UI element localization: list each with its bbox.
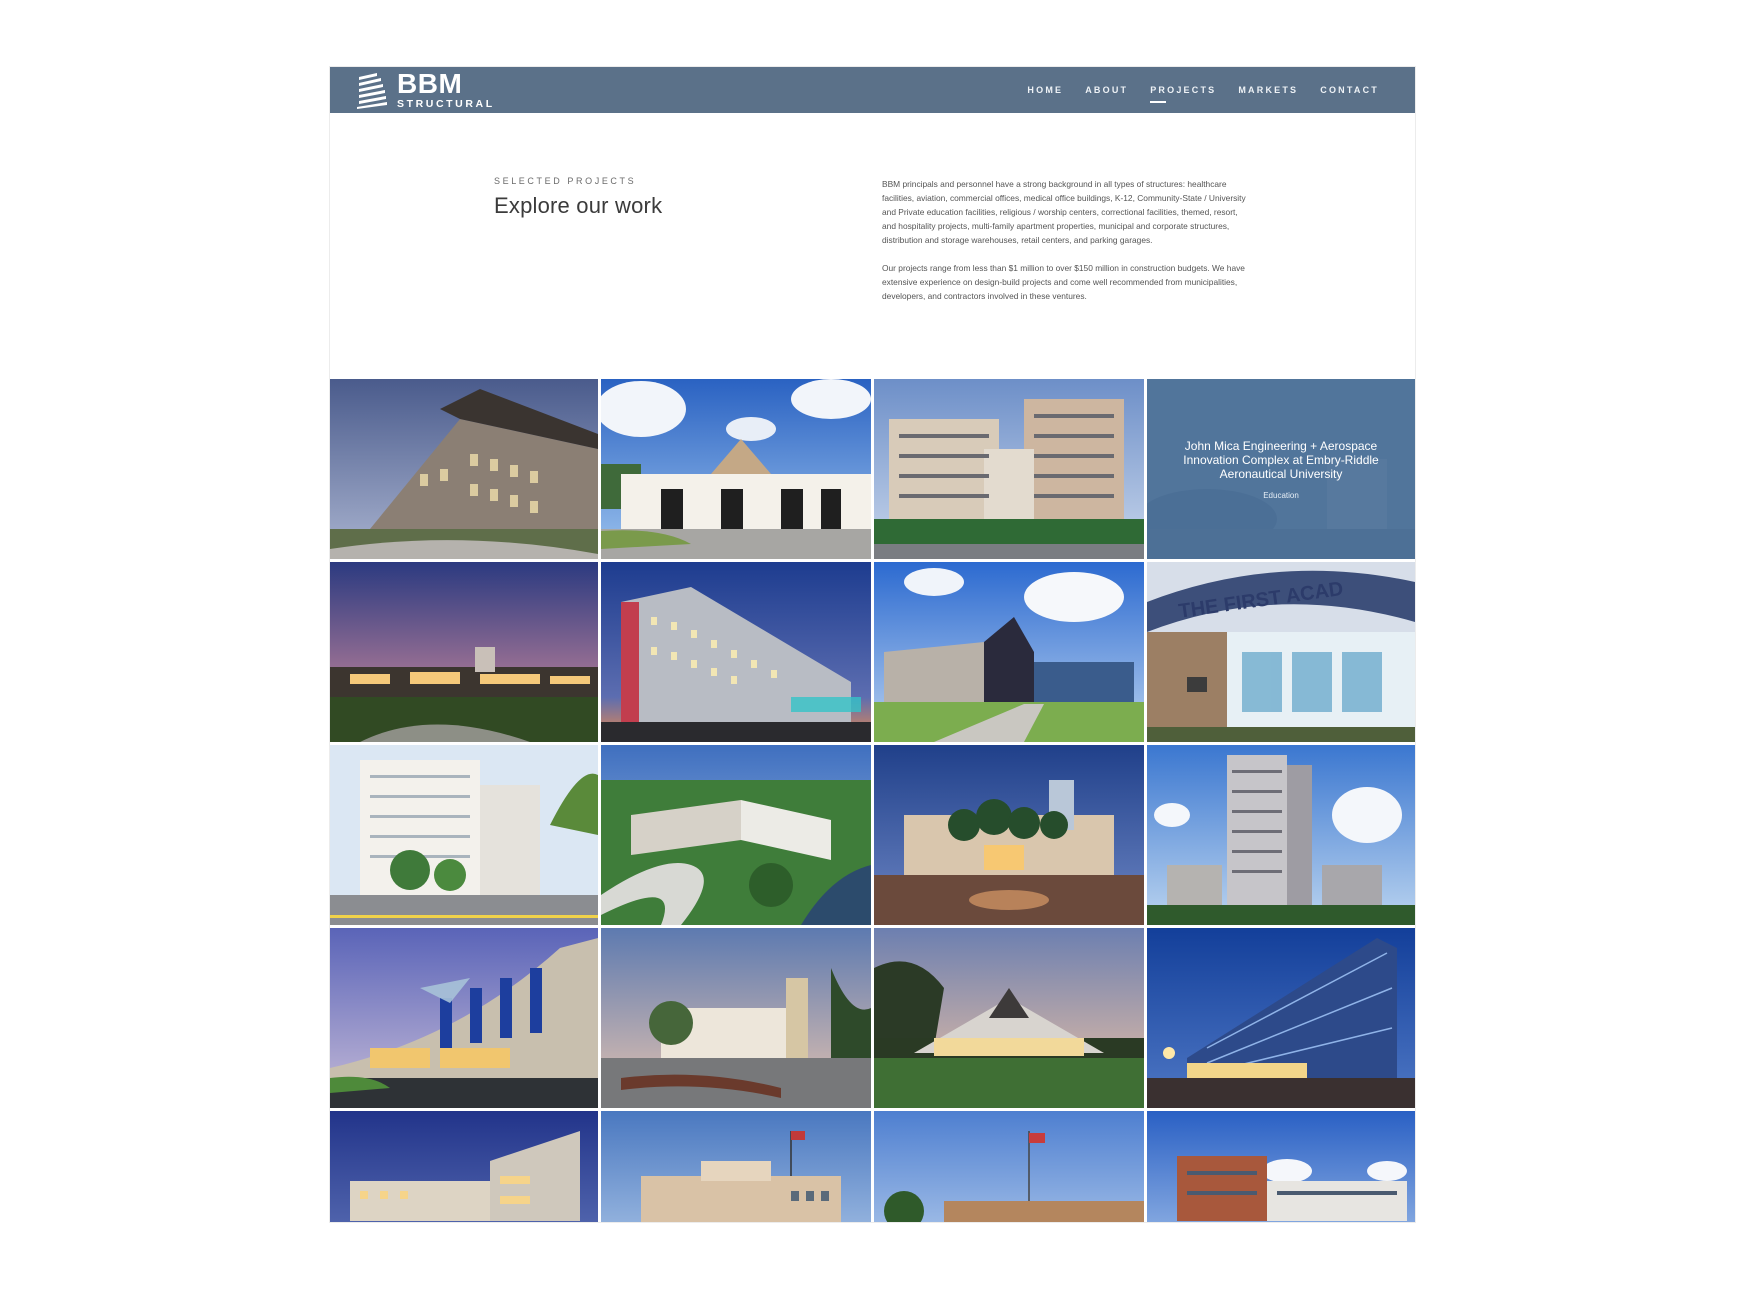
logo-link[interactable] [355,68,495,111]
brand-subtitle: STRUCTURAL [397,98,495,111]
page [330,67,1415,1222]
project-photo [601,745,871,925]
project-photo [330,1111,598,1222]
nav-contact[interactable]: CONTACT [1320,85,1379,95]
page-title: Explore our work [494,193,663,218]
project-tile[interactable] [330,745,598,925]
project-tile[interactable] [1147,1111,1415,1222]
main-nav [1027,67,1379,113]
project-photo [1147,745,1415,925]
project-category: Education [1263,490,1299,500]
project-photo [330,928,598,1108]
project-tile[interactable] [874,562,1144,742]
project-tile[interactable] [601,1111,871,1222]
project-photo [601,1111,871,1222]
project-photo [1147,1111,1415,1222]
project-photo [874,745,1144,925]
project-photo [874,562,1144,742]
project-tile[interactable] [601,562,871,742]
project-hover-overlay[interactable] [1147,379,1415,559]
project-tile[interactable] [330,1111,598,1222]
project-photo [874,379,1144,559]
project-photo [330,379,598,559]
project-tile[interactable] [1147,562,1415,742]
intro-paragraph-1: BBM principals and personnel have a strong background in all types of structures: healthcare facilities, aviation, commercial offices, medical office buildings, K-12, Community-State / University and Private education facilities, religious / worship centers, correctional facilities, themed, resort, and hospitality projects, multi-family apartment properties, municipal and corporate structures, distribution and storage warehouses, retail centers, and parking garages. [882,179,1246,245]
nav-about[interactable]: ABOUT [1085,85,1129,95]
brand-name: BBM [397,68,463,100]
project-photo [601,928,871,1108]
project-tile[interactable] [330,928,598,1108]
project-tile[interactable] [330,379,598,559]
svg-text:THE FIRST ACAD: THE FIRST ACAD [1177,577,1345,623]
project-tile[interactable] [874,1111,1144,1222]
project-photo [874,928,1144,1108]
section-eyebrow: SELECTED PROJECTS [494,176,637,186]
project-tile[interactable] [601,379,871,559]
nav-markets[interactable]: MARKETS [1238,85,1299,95]
project-title: John Mica Engineering + Aerospace Innovation Complex at Embry-Riddle Aeronautical University [1183,438,1379,481]
intro-heading-block [494,176,814,219]
intro-description [882,177,1252,303]
project-tile[interactable] [1147,928,1415,1108]
project-photo [330,562,598,742]
project-tile[interactable] [601,928,871,1108]
project-tile-hovered[interactable] [1147,379,1415,559]
nav-projects[interactable]: PROJECTS [1150,81,1216,99]
project-photo [601,379,871,559]
project-grid [330,379,1415,1222]
project-tile[interactable] [330,562,598,742]
nav-home[interactable]: HOME [1027,85,1064,95]
intro-paragraph-2: Our projects range from less than $1 million to over $150 million in construction budgets. We have extensive experience on design-build projects and come well recommended from municipalities, developers, and contractors involved in these ventures. [882,263,1245,301]
project-photo [330,745,598,925]
project-tile[interactable] [1147,745,1415,925]
building-logo-icon [355,71,389,109]
project-photo [874,1111,1144,1222]
project-photo [1147,562,1415,742]
project-photo [1147,928,1415,1108]
site-header [330,67,1415,113]
project-tile[interactable] [601,745,871,925]
project-photo [601,562,871,742]
project-tile[interactable] [874,379,1144,559]
project-tile[interactable] [874,745,1144,925]
project-tile[interactable] [874,928,1144,1108]
